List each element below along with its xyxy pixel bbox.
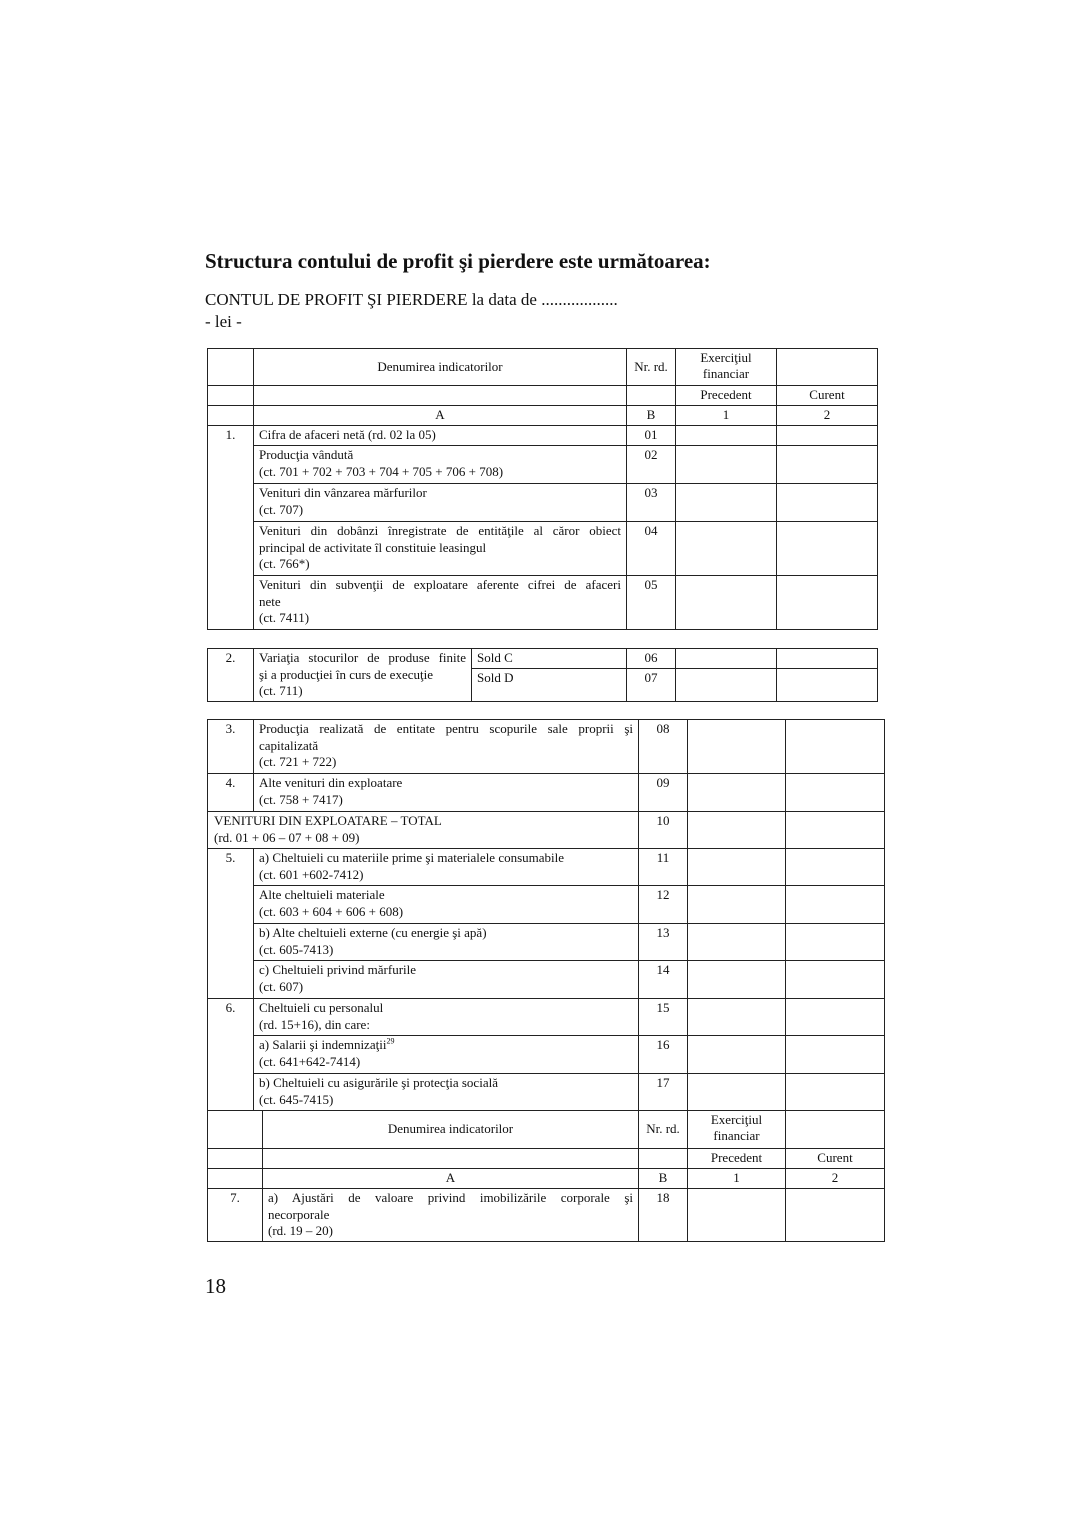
row-code: 14 xyxy=(639,961,688,999)
row-label: a) Salarii şi indemnizaţii$^{29}$ (ct. 641+642-7414) xyxy=(254,1036,639,1074)
header-nr-rd: Nr. rd. xyxy=(639,1111,688,1149)
header-curent: Curent xyxy=(777,386,878,406)
table-row xyxy=(208,849,885,886)
row-label: c) Cheltuieli privind mărfurile (ct. 607) xyxy=(254,961,639,999)
row-code: 13 xyxy=(639,924,688,961)
header-empty xyxy=(777,349,878,386)
col-label-1: 1 xyxy=(676,406,777,426)
table-row xyxy=(208,886,885,924)
table-row xyxy=(208,649,878,669)
row-code: 06 xyxy=(627,649,676,669)
sold-d-label: Sold D xyxy=(472,669,627,701)
row-label: Venituri din subvenţii de exploatare aferente cifrei de afaceri nete (ct. 7411) xyxy=(254,576,627,630)
row-number: 2. xyxy=(208,649,254,702)
row-number: 3. xyxy=(208,720,254,774)
table-row xyxy=(208,1189,885,1242)
row-label: b) Alte cheltuieli externe (cu energie şi apă) (ct. 605-7413) xyxy=(254,924,639,961)
row-number: 4. xyxy=(208,774,254,812)
row-label: Alte cheltuieli materiale (ct. 603 + 604 + 606 + 608) xyxy=(254,886,639,924)
table-row xyxy=(208,774,885,812)
col-label-1: 1 xyxy=(688,1169,786,1189)
page-heading: Structura contului de profit şi pierdere este următoarea: xyxy=(205,249,711,273)
row-code: 08 xyxy=(639,720,688,774)
table-row xyxy=(208,576,878,630)
table-row xyxy=(208,999,885,1036)
row-number: 5. xyxy=(208,849,254,999)
row-code: 18 xyxy=(639,1189,688,1242)
row-code: 05 xyxy=(627,576,676,630)
row-code: 16 xyxy=(639,1036,688,1074)
row-code: 04 xyxy=(627,522,676,576)
row-label: Producţia vândută (ct. 701 + 702 + 703 + 704 + 705 + 706 + 708) xyxy=(254,446,627,484)
row-label: b) Cheltuieli cu asigurările şi protecţia socială (ct. 645-7415) xyxy=(254,1074,639,1111)
col-label-b: B xyxy=(627,406,676,426)
col-label-b: B xyxy=(639,1169,688,1189)
row-code: 11 xyxy=(639,849,688,886)
row-label: Venituri din dobânzi înregistrate de entităţile al căror obiect principal de activitate îl constituie leasingul (ct. 766*) xyxy=(254,522,627,576)
footnote-ref: 29 xyxy=(386,1036,395,1046)
col-label-a: A xyxy=(254,406,627,426)
header-curent: Curent xyxy=(786,1149,885,1169)
table-row xyxy=(208,1036,885,1074)
row-code: 10 xyxy=(639,812,688,849)
row-code: 01 xyxy=(627,426,676,446)
profit-loss-table-1 xyxy=(207,348,878,630)
table-row xyxy=(208,961,885,999)
page-number: 18 xyxy=(205,1274,226,1298)
statement-title: CONTUL DE PROFIT ŞI PIERDERE la data de .................. xyxy=(205,290,618,309)
header-denumire: Denumirea indicatorilor xyxy=(263,1111,639,1149)
row-label: a) Ajustări de valoare privind imobilizările corporale şi necorporale (rd. 19 – 20) xyxy=(263,1189,639,1242)
row-label: Venituri din vânzarea mărfurilor (ct. 707) xyxy=(254,484,627,522)
row-code: 07 xyxy=(627,669,676,701)
col-label-2: 2 xyxy=(786,1169,885,1189)
row-label: Cifra de afaceri netă (rd. 02 la 05) xyxy=(254,426,627,446)
row-number: 6. xyxy=(208,999,254,1111)
row-number: 1. xyxy=(208,426,254,630)
table-row-total xyxy=(208,812,885,849)
profit-loss-table-3-continued xyxy=(207,1110,885,1242)
header-denumire: Denumirea indicatorilor xyxy=(254,349,627,386)
row-code: 17 xyxy=(639,1074,688,1111)
row-code: 15 xyxy=(639,999,688,1036)
header-exercitiul: Exerciţiul financiar xyxy=(676,349,777,386)
row-code: 12 xyxy=(639,886,688,924)
profit-loss-table-2 xyxy=(207,648,878,702)
table-row xyxy=(208,720,885,774)
row-number: 7. xyxy=(208,1189,263,1242)
col-label-a: A xyxy=(263,1169,639,1189)
currency-unit: - lei - xyxy=(205,312,242,331)
row-label: Variaţia stocurilor de produse finite şi a producţiei în curs de execuţie (ct. 711) xyxy=(254,649,472,702)
header-nr-cell xyxy=(208,349,254,386)
row-code: 03 xyxy=(627,484,676,522)
table-row xyxy=(208,1074,885,1111)
row-label: Cheltuieli cu personalul (rd. 15+16), din care: xyxy=(254,999,639,1036)
profit-loss-table-3 xyxy=(207,719,885,1111)
header-exercitiul: Exerciţiul financiar xyxy=(688,1111,786,1149)
table-row xyxy=(208,924,885,961)
table-row xyxy=(208,446,878,484)
header-precedent: Precedent xyxy=(688,1149,786,1169)
header-precedent: Precedent xyxy=(676,386,777,406)
header-nr-rd: Nr. rd. xyxy=(627,349,676,386)
row-label: a) Cheltuieli cu materiile prime şi materialele consumabile (ct. 601 +602-7412) xyxy=(254,849,639,886)
col-label-2: 2 xyxy=(777,406,878,426)
table-row xyxy=(208,426,878,446)
row-label: Alte venituri din exploatare (ct. 758 + 7417) xyxy=(254,774,639,812)
row-code: 09 xyxy=(639,774,688,812)
row-label: Producţia realizată de entitate pentru scopurile sale proprii şi capitalizată (ct. 721 + 722) xyxy=(254,720,639,774)
sold-c-label: Sold C xyxy=(472,649,627,669)
row-code: 02 xyxy=(627,446,676,484)
table-row xyxy=(208,522,878,576)
table-row xyxy=(208,484,878,522)
row-label: VENITURI DIN EXPLOATARE – TOTAL (rd. 01 + 06 – 07 + 08 + 09) xyxy=(208,812,639,849)
